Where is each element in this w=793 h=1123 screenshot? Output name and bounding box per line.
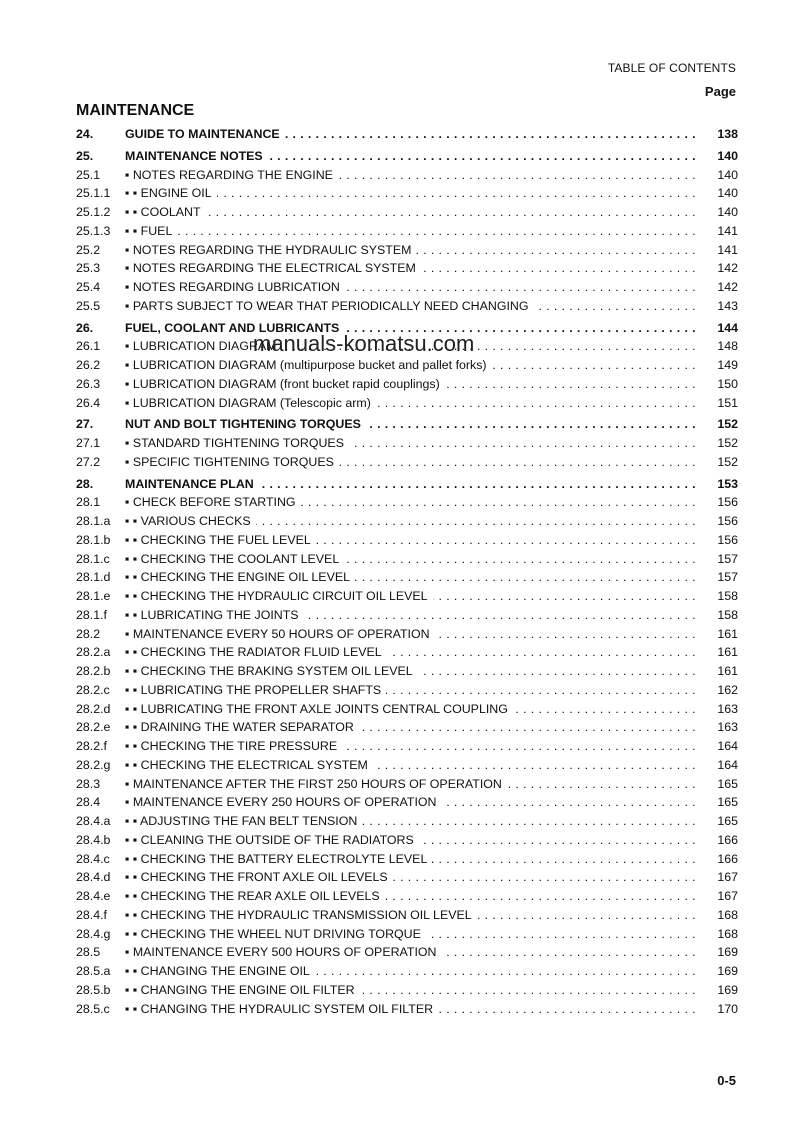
toc-entry-page: 152	[717, 436, 738, 450]
toc-entry-number: 28.1.a	[76, 514, 111, 528]
toc-entry-page: 164	[717, 739, 738, 753]
toc-entry-number: 27.1	[76, 436, 101, 450]
toc-entry[interactable]	[76, 868, 738, 887]
toc-entry-page: 151	[717, 395, 738, 410]
toc-entry-title-leader	[125, 943, 698, 962]
toc-entry-title-leader	[125, 278, 698, 297]
toc-entry-page: 167	[717, 889, 738, 903]
toc-entry-page: 143	[717, 298, 738, 313]
toc-entry-number: 28.	[76, 476, 94, 491]
toc-entry-number: 27.2	[76, 454, 101, 469]
toc-entry-title: ▪ ▪ CHECKING THE HYDRAULIC CIRCUIT OIL LEVEL	[125, 589, 433, 603]
toc-entry-number: 28.4.e	[76, 889, 111, 903]
toc-entry-title: ▪ LUBRICATION DIAGRAM	[125, 339, 282, 353]
toc-entry-title-leader	[125, 925, 698, 944]
toc-entry-title: ▪ ▪ CHANGING THE ENGINE OIL FILTER	[125, 983, 360, 997]
toc-entry[interactable]	[76, 981, 738, 1000]
toc-entry[interactable]	[76, 356, 738, 375]
toc-entry-number: 25.5	[76, 298, 101, 313]
toc-entry-number: 27.	[76, 417, 94, 432]
toc-entry-page: 169	[717, 964, 738, 978]
toc-entry-number: 28.2.f	[76, 739, 108, 753]
toc-entry-title-leader	[125, 737, 698, 756]
toc-entry[interactable]	[76, 812, 738, 831]
toc-entry[interactable]	[76, 962, 738, 981]
toc-entry[interactable]	[76, 475, 738, 494]
toc-entry[interactable]	[76, 1000, 738, 1019]
toc-entry-title: MAINTENANCE NOTES	[125, 149, 268, 163]
toc-entry-title: ▪ NOTES REGARDING THE ENGINE	[125, 168, 338, 182]
toc-entry-title: ▪ LUBRICATION DIAGRAM (Telescopic arm)	[125, 396, 376, 410]
toc-entry-number: 25.2	[76, 242, 101, 257]
toc-entry-title-leader	[125, 700, 698, 719]
toc-entry-title: ▪ ▪ CHECKING THE RADIATOR FLUID LEVEL	[125, 645, 387, 659]
section-title: MAINTENANCE	[76, 102, 195, 119]
toc-entry-number: 28.1.b	[76, 532, 111, 547]
toc-entry-number: 28.2.d	[76, 701, 111, 716]
toc-entry-page: 161	[717, 645, 738, 660]
toc-entry-page: 138	[717, 127, 738, 141]
toc-entry-number: 28.4.d	[76, 870, 111, 885]
toc-entry[interactable]	[76, 184, 738, 203]
toc-entry-title-leader	[125, 222, 698, 241]
toc-entry-page: 149	[717, 358, 738, 372]
toc-entry[interactable]	[76, 415, 738, 434]
toc-entry-title: ▪ ▪ LUBRICATING THE PROPELLER SHAFTS	[125, 683, 386, 697]
toc-entry[interactable]	[76, 850, 738, 869]
toc-entry-title-leader	[125, 415, 698, 434]
toc-entry[interactable]	[76, 568, 738, 587]
toc-entry-number: 28.3	[76, 776, 101, 791]
toc-entry-number: 28.2.c	[76, 682, 110, 697]
toc-entry[interactable]	[76, 453, 738, 472]
toc-entry-title-leader	[125, 625, 698, 644]
toc-entry[interactable]	[76, 493, 738, 512]
toc-entry-title: ▪ MAINTENANCE AFTER THE FIRST 250 HOURS OF OPERATION	[125, 777, 507, 791]
toc-entry-page: 164	[717, 757, 738, 772]
toc-entry-title-leader	[125, 775, 698, 794]
toc-entry-title: ▪ PARTS SUBJECT TO WEAR THAT PERIODICALLY NEED CHANGING	[125, 299, 534, 313]
toc-entry-number: 24.	[76, 127, 94, 141]
toc-entry-page: 140	[717, 148, 738, 163]
toc-entry-title-leader	[125, 394, 698, 413]
toc-entry-page: 166	[717, 851, 738, 866]
toc-entry-title: ▪ ▪ COOLANT	[125, 205, 206, 219]
toc-entry-title: ▪ ▪ CHECKING THE FUEL LEVEL	[125, 533, 316, 547]
toc-entry-page: 163	[717, 720, 738, 735]
toc-entry-title-leader	[125, 568, 698, 587]
toc-entry[interactable]	[76, 625, 738, 644]
toc-entry-title: ▪ MAINTENANCE EVERY 500 HOURS OF OPERATION	[125, 945, 441, 959]
toc-entry-title: ▪ ▪ CHANGING THE ENGINE OIL	[125, 964, 315, 978]
toc-entry-title-leader	[125, 1000, 698, 1019]
page-number: 0-5	[717, 1073, 736, 1088]
toc-entry-number: 28.1.f	[76, 607, 108, 622]
toc-entry-number: 28.5.b	[76, 982, 111, 997]
toc-entry-page: 163	[717, 701, 738, 716]
toc-entry-title-leader	[125, 812, 698, 831]
table-of-contents	[76, 125, 738, 1018]
toc-entry-title: ▪ MAINTENANCE EVERY 50 HOURS OF OPERATION	[125, 627, 435, 641]
toc-entry-number: 25.3	[76, 261, 101, 276]
toc-entry-page: 158	[717, 607, 738, 622]
toc-entry[interactable]	[76, 681, 738, 700]
toc-entry-title: ▪ LUBRICATION DIAGRAM (multipurpose bucket and pallet forks)	[125, 358, 492, 372]
toc-entry-page: 161	[717, 626, 738, 641]
toc-entry-number: 28.2.e	[76, 720, 111, 735]
toc-entry-title: ▪ SPECIFIC TIGHTENING TORQUES	[125, 455, 339, 469]
toc-entry-page: 153	[717, 476, 738, 491]
toc-entry-page: 141	[717, 242, 738, 257]
toc-entry-number: 28.5.c	[76, 1001, 110, 1016]
toc-entry-number: 28.1.c	[76, 551, 110, 566]
toc-entry[interactable]	[76, 241, 738, 260]
toc-entry-title: GUIDE TO MAINTENANCE	[125, 127, 285, 141]
toc-entry[interactable]	[76, 203, 738, 222]
toc-entry-page: 165	[717, 795, 738, 810]
toc-entry[interactable]	[76, 925, 738, 944]
toc-entry-page: 152	[717, 454, 738, 469]
toc-entry[interactable]	[76, 943, 738, 962]
toc-entry-title: ▪ ▪ CHECKING THE REAR AXLE OIL LEVELS	[125, 889, 385, 903]
toc-entry[interactable]	[76, 434, 738, 453]
toc-entry-title-leader	[125, 681, 698, 700]
toc-entry-title-leader	[125, 297, 698, 316]
toc-entry-number: 28.4	[76, 795, 101, 810]
toc-entry-number: 28.4.a	[76, 814, 111, 828]
toc-entry-page: 158	[717, 589, 738, 603]
toc-entry[interactable]	[76, 700, 738, 719]
toc-entry-title-leader	[125, 475, 698, 494]
toc-entry-number: 25.1.1	[76, 186, 111, 201]
toc-entry[interactable]	[76, 793, 738, 812]
toc-entry-number: 28.4.g	[76, 926, 111, 941]
toc-entry-title: ▪ ▪ CHECKING THE ELECTRICAL SYSTEM	[125, 758, 373, 772]
toc-entry-title: ▪ ▪ CLEANING THE OUTSIDE OF THE RADIATORS	[125, 833, 419, 847]
toc-entry-title: ▪ NOTES REGARDING LUBRICATION	[125, 280, 345, 294]
toc-entry-title-leader	[125, 453, 698, 472]
toc-entry[interactable]	[76, 222, 738, 241]
toc-entry-title-leader	[125, 434, 698, 453]
toc-entry-title: ▪ ▪ CHECKING THE FRONT AXLE OIL LEVELS	[125, 870, 393, 884]
toc-entry[interactable]	[76, 718, 738, 737]
toc-entry-page: 165	[717, 814, 738, 828]
toc-entry-number: 28.1.d	[76, 570, 111, 585]
toc-entry-title-leader	[125, 906, 698, 925]
toc-entry-number: 28.4.f	[76, 907, 108, 922]
toc-entry-page: 170	[717, 1001, 738, 1016]
page-column-label: Page	[704, 84, 736, 99]
toc-entry-title-leader	[125, 147, 698, 166]
toc-entry-title: NUT AND BOLT TIGHTENING TORQUES	[125, 417, 366, 431]
toc-entry-page: 169	[717, 982, 738, 997]
toc-entry[interactable]	[76, 297, 738, 316]
toc-entry-title: ▪ ▪ FUEL	[125, 224, 177, 238]
toc-entry-page: 141	[717, 223, 738, 238]
toc-entry-title-leader	[125, 962, 698, 981]
toc-entry-title-leader	[125, 662, 698, 681]
toc-entry-page: 140	[717, 167, 738, 182]
toc-entry-title-leader	[125, 793, 698, 812]
toc-entry[interactable]	[76, 775, 738, 794]
toc-entry-number: 25.	[76, 148, 94, 163]
toc-entry-title: ▪ NOTES REGARDING THE HYDRAULIC SYSTEM	[125, 243, 416, 257]
toc-entry-page: 156	[717, 495, 738, 510]
toc-entry-title-leader	[125, 125, 698, 144]
toc-entry-title-leader	[125, 756, 698, 775]
toc-entry-page: 169	[717, 945, 738, 960]
toc-entry-number: 25.1.2	[76, 205, 111, 219]
toc-entry-title-leader	[125, 512, 698, 531]
toc-entry-page: 140	[717, 186, 738, 201]
toc-entry-title-leader	[125, 606, 698, 625]
toc-entry-title-leader	[125, 241, 698, 260]
toc-entry-number: 26.2	[76, 358, 101, 372]
toc-entry[interactable]	[76, 662, 738, 681]
toc-entry-number: 25.4	[76, 280, 101, 294]
toc-header-label: TABLE OF CONTENTS	[607, 61, 736, 75]
toc-entry-page: 152	[717, 417, 738, 432]
toc-entry-number: 28.5.a	[76, 964, 111, 978]
toc-entry-title: ▪ ▪ CHECKING THE WHEEL NUT DRIVING TORQUE	[125, 927, 426, 941]
toc-entry-page: 168	[717, 926, 738, 941]
toc-entry-number: 28.2.g	[76, 757, 111, 772]
toc-entry-title: ▪ ▪ CHECKING THE TIRE PRESSURE	[125, 739, 342, 753]
toc-entry[interactable]	[76, 259, 738, 278]
toc-entry-page: 142	[717, 280, 738, 294]
toc-entry-title: ▪ ▪ CHECKING THE BRAKING SYSTEM OIL LEVEL	[125, 664, 418, 678]
toc-entry-title: ▪ NOTES REGARDING THE ELECTRICAL SYSTEM	[125, 261, 421, 275]
toc-entry-page: 167	[717, 870, 738, 885]
toc-entry-number: 28.2.b	[76, 664, 111, 678]
toc-entry[interactable]	[76, 831, 738, 850]
toc-entry-title-leader	[125, 831, 698, 850]
toc-entry[interactable]	[76, 756, 738, 775]
toc-entry[interactable]	[76, 147, 738, 166]
toc-entry-page: 165	[717, 776, 738, 791]
toc-entry-title-leader	[125, 587, 698, 606]
toc-entry[interactable]	[76, 550, 738, 569]
toc-entry-number: 26.4	[76, 395, 101, 410]
toc-entry-number: 26.3	[76, 376, 101, 391]
toc-entry-title: ▪ ▪ CHECKING THE BATTERY ELECTROLYTE LEVEL	[125, 852, 432, 866]
toc-entry-number: 28.4.b	[76, 832, 111, 847]
toc-entry-title: ▪ STANDARD TIGHTENING TORQUES	[125, 436, 349, 450]
toc-entry-title: ▪ ▪ CHECKING THE COOLANT LEVEL	[125, 552, 344, 566]
toc-entry-title-leader	[125, 850, 698, 869]
toc-entry[interactable]	[76, 643, 738, 662]
toc-entry[interactable]	[76, 166, 738, 185]
watermark: manuals-komatsu.com	[253, 331, 475, 356]
toc-entry-title: ▪ ▪ LUBRICATING THE JOINTS	[125, 608, 304, 622]
toc-entry-title-leader	[125, 531, 698, 550]
toc-entry-page: 150	[717, 376, 738, 391]
toc-entry[interactable]	[76, 531, 738, 550]
toc-entry[interactable]	[76, 737, 738, 756]
toc-entry-page: 140	[717, 205, 738, 219]
toc-entry-title: MAINTENANCE PLAN	[125, 477, 259, 491]
toc-entry-title: ▪ ▪ CHANGING THE HYDRAULIC SYSTEM OIL FILTER	[125, 1002, 438, 1016]
toc-entry[interactable]	[76, 394, 738, 413]
toc-entry-number: 28.4.c	[76, 851, 110, 866]
toc-entry[interactable]	[76, 512, 738, 531]
toc-entry-number: 28.5	[76, 945, 101, 960]
toc-entry-number: 28.1	[76, 495, 101, 510]
toc-entry[interactable]	[76, 278, 738, 297]
toc-entry-title: ▪ ▪ CHECKING THE ENGINE OIL LEVEL	[125, 570, 355, 584]
toc-entry-title-leader	[125, 166, 698, 185]
toc-entry-title: ▪ ▪ LUBRICATING THE FRONT AXLE JOINTS CENTRAL COUPLING	[125, 702, 513, 716]
toc-entry-title-leader	[125, 356, 698, 375]
toc-entry-title-leader	[125, 981, 698, 1000]
toc-entry-title-leader	[125, 887, 698, 906]
toc-entry[interactable]	[76, 887, 738, 906]
toc-entry-title: ▪ ▪ VARIOUS CHECKS	[125, 514, 256, 528]
toc-entry-title: FUEL, COOLANT AND LUBRICANTS	[125, 321, 344, 335]
toc-entry-page: 144	[717, 320, 738, 335]
toc-entry[interactable]	[76, 375, 738, 394]
toc-entry-page: 166	[717, 832, 738, 847]
toc-entry-title-leader	[125, 184, 698, 203]
toc-entry-number: 26.1	[76, 339, 101, 354]
toc-entry-number: 25.1.3	[76, 223, 111, 238]
toc-entry[interactable]	[76, 606, 738, 625]
toc-entry-page: 157	[717, 570, 738, 585]
toc-entry-title-leader	[125, 550, 698, 569]
toc-entry-page: 162	[717, 682, 738, 697]
toc-entry-title: ▪ LUBRICATION DIAGRAM (front bucket rapid couplings)	[125, 377, 445, 391]
toc-entry-number: 28.2.a	[76, 645, 111, 660]
toc-entry-page: 157	[717, 551, 738, 566]
toc-entry-title-leader	[125, 375, 698, 394]
toc-entry-title-leader	[125, 493, 698, 512]
toc-entry-title-leader	[125, 203, 698, 222]
toc-entry[interactable]	[76, 125, 738, 144]
toc-entry-title: ▪ MAINTENANCE EVERY 250 HOURS OF OPERATION	[125, 795, 441, 809]
toc-entry-title: ▪ ▪ ENGINE OIL	[125, 186, 217, 200]
toc-entry-page: 161	[717, 664, 738, 678]
toc-entry-title-leader	[125, 868, 698, 887]
toc-entry-number: 28.2	[76, 626, 101, 641]
toc-entry-title-leader	[125, 718, 698, 737]
toc-entry-number: 25.1	[76, 167, 101, 182]
toc-entry-title: ▪ ▪ DRAINING THE WATER SEPARATOR	[125, 720, 359, 734]
toc-entry-page: 142	[717, 261, 738, 276]
toc-entry-title: ▪ ▪ CHECKING THE HYDRAULIC TRANSMISSION OIL LEVEL	[125, 908, 477, 922]
toc-entry-title: ▪ ▪ ADJUSTING THE FAN BELT TENSION	[125, 814, 362, 828]
toc-entry-page: 156	[717, 532, 738, 547]
toc-entry-title-leader	[125, 259, 698, 278]
toc-entry-title-leader	[125, 643, 698, 662]
toc-entry-number: 26.	[76, 320, 94, 335]
toc-entry-page: 168	[717, 907, 738, 922]
toc-entry-number: 28.1.e	[76, 589, 111, 603]
toc-entry-title: ▪ CHECK BEFORE STARTING	[125, 495, 301, 509]
toc-entry[interactable]	[76, 587, 738, 606]
toc-entry-page: 156	[717, 514, 738, 528]
toc-entry[interactable]	[76, 906, 738, 925]
toc-entry-page: 148	[717, 339, 738, 354]
